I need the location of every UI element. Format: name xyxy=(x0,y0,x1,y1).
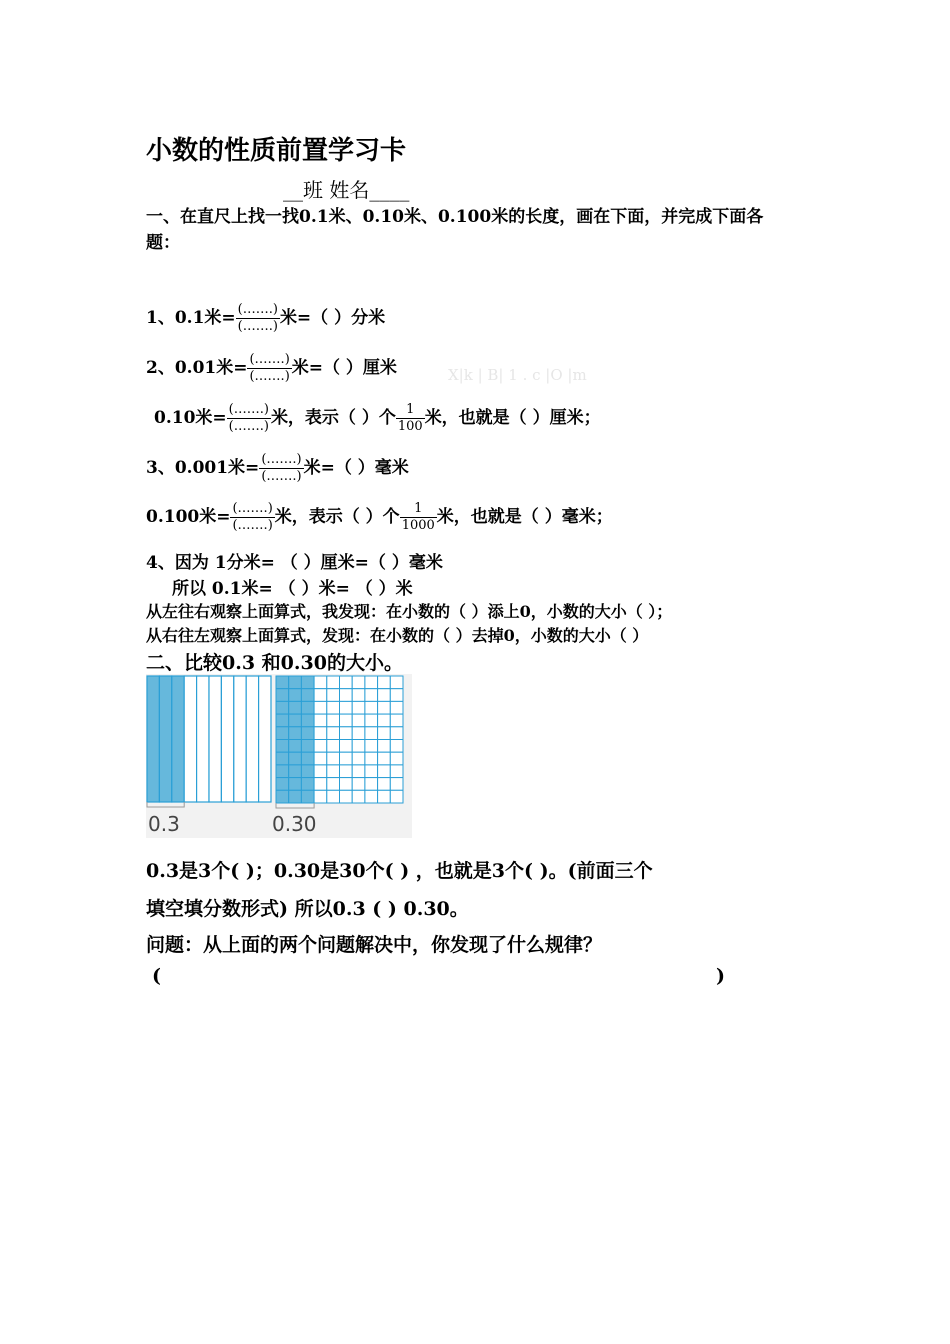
hundredth-cell xyxy=(340,765,353,778)
hundredth-cell xyxy=(289,701,302,714)
hundredth-cell xyxy=(276,752,289,765)
fraction-unit xyxy=(396,402,425,435)
fraction-denominator: (…….) xyxy=(228,419,269,434)
hundredth-cell xyxy=(327,676,340,689)
hundredth-cell xyxy=(352,790,365,803)
hundredth-cell xyxy=(340,778,353,791)
hundredth-cell xyxy=(390,752,403,765)
hundredth-cell xyxy=(365,689,378,702)
q3b-suffix: 米，也就是（ ）毫米； xyxy=(436,507,613,527)
decimal-grid-figure xyxy=(146,674,412,814)
hundredth-cell xyxy=(289,752,302,765)
hundredth-cell xyxy=(378,790,391,803)
hundredth-cell xyxy=(276,778,289,791)
hundredth-cell xyxy=(340,689,353,702)
tenth-strip xyxy=(209,676,221,802)
hundredth-cell xyxy=(340,727,353,740)
fraction-blank xyxy=(259,452,303,485)
q1-suffix: 米=（ ）分米 xyxy=(279,308,386,328)
fraction-numerator: (…….) xyxy=(237,302,278,317)
fraction-denominator: 100 xyxy=(397,419,423,434)
hundredth-cell xyxy=(365,676,378,689)
hundredth-cell xyxy=(352,727,365,740)
hundredth-cell xyxy=(327,740,340,753)
fraction-numerator: 1 xyxy=(396,402,425,419)
question-rule: 问题：从上面的两个问题解决中，你发现了什么规律？ xyxy=(146,934,603,956)
hundredth-cell xyxy=(276,714,289,727)
q3b-prefix: 0.100米= xyxy=(146,507,231,527)
hundredth-cell xyxy=(352,765,365,778)
answer-close-paren: ) xyxy=(716,965,725,987)
class-name-line: __班 姓名____ xyxy=(283,178,410,202)
hundredth-cell xyxy=(390,790,403,803)
hundredth-cell xyxy=(378,701,391,714)
hundredth-cell xyxy=(352,740,365,753)
fraction-numerator: (…….) xyxy=(249,352,290,367)
hundredth-cell xyxy=(314,727,327,740)
hundredth-cell xyxy=(276,765,289,778)
hundredth-cell xyxy=(301,752,314,765)
q2b-middle: 米，表示（ ）个 xyxy=(270,408,396,428)
hundredth-cell xyxy=(390,727,403,740)
fraction-denominator: (…….) xyxy=(249,369,290,384)
hundredth-cell xyxy=(301,676,314,689)
question-4-line1: 4、因为 1分米= （ ）厘米=（ ）毫米 xyxy=(146,553,443,573)
hundredth-cell xyxy=(352,752,365,765)
hundredth-cell xyxy=(289,740,302,753)
hundredth-cell xyxy=(378,676,391,689)
question-3 xyxy=(146,452,409,485)
hundredth-cell xyxy=(365,740,378,753)
tenth-strip xyxy=(246,676,258,802)
hundredth-cell xyxy=(365,765,378,778)
hundredth-cell xyxy=(390,740,403,753)
fraction-denominator: (…….) xyxy=(232,518,273,533)
hundredth-cell xyxy=(378,778,391,791)
hundredth-cell xyxy=(365,714,378,727)
fraction-numerator: (…….) xyxy=(261,452,302,467)
hundredth-cell xyxy=(276,689,289,702)
observation-1: 从左往右观察上面算式，我发现：在小数的（ ）添上0，小数的大小（ ）； xyxy=(146,602,673,621)
hundredth-cell xyxy=(390,714,403,727)
hundredth-cell xyxy=(289,689,302,702)
hundredth-cell xyxy=(276,701,289,714)
tenths-grid xyxy=(147,676,271,807)
hundredth-cell xyxy=(352,689,365,702)
hundredth-cell xyxy=(378,765,391,778)
fraction-numerator: (…….) xyxy=(232,501,273,516)
section2-line1: 0.3是3个( )；0.30是30个( ) ，也就是3个( )。(前面三个 xyxy=(146,860,653,882)
hundredth-cell xyxy=(289,727,302,740)
fraction-unit xyxy=(400,501,437,534)
hundredth-cell xyxy=(301,765,314,778)
hundredth-cell xyxy=(365,778,378,791)
hundredth-cell xyxy=(327,727,340,740)
hundredth-cell xyxy=(314,689,327,702)
section1-intro-line2: 题： xyxy=(146,233,180,253)
fraction-denominator: (…….) xyxy=(261,469,302,484)
hundredth-cell xyxy=(314,790,327,803)
question-1 xyxy=(146,302,385,335)
hundredth-cell xyxy=(340,701,353,714)
tenth-strip xyxy=(221,676,233,802)
hundredth-cell xyxy=(340,676,353,689)
question-2 xyxy=(146,352,397,385)
hundredth-cell xyxy=(327,714,340,727)
answer-open-paren: ( xyxy=(152,965,161,987)
hundredth-cell xyxy=(289,790,302,803)
label-0-30: 0.30 xyxy=(272,812,317,836)
hundredths-bracket xyxy=(276,803,314,808)
hundredth-cell xyxy=(352,778,365,791)
tenth-strip xyxy=(172,676,184,802)
tenth-strip xyxy=(234,676,246,802)
hundredth-cell xyxy=(314,676,327,689)
tenths-bracket xyxy=(147,802,184,807)
hundredth-cell xyxy=(390,689,403,702)
tenth-strip xyxy=(259,676,271,802)
hundredth-cell xyxy=(365,752,378,765)
hundredth-cell xyxy=(340,790,353,803)
hundredth-cell xyxy=(314,752,327,765)
tenth-strip xyxy=(147,676,159,802)
hundredth-cell xyxy=(378,752,391,765)
hundredth-cell xyxy=(340,740,353,753)
hundredth-cell xyxy=(327,790,340,803)
hundredth-cell xyxy=(276,727,289,740)
hundredth-cell xyxy=(327,701,340,714)
hundredth-cell xyxy=(378,714,391,727)
hundredth-cell xyxy=(352,701,365,714)
fraction-blank xyxy=(227,402,271,435)
label-0-3: 0.3 xyxy=(148,812,180,836)
hundredth-cell xyxy=(314,714,327,727)
hundredth-cell xyxy=(378,727,391,740)
hundredth-cell xyxy=(314,740,327,753)
hundredth-cell xyxy=(327,689,340,702)
q3-suffix: 米=（ ）毫米 xyxy=(303,458,409,478)
section2-line2: 填空填分数形式) 所以0.3 ( ) 0.30。 xyxy=(146,898,469,920)
question-2b xyxy=(154,402,601,435)
hundredth-cell xyxy=(390,701,403,714)
hundredth-cell xyxy=(289,714,302,727)
hundredth-cell xyxy=(301,701,314,714)
hundredth-cell xyxy=(289,765,302,778)
hundredth-cell xyxy=(390,778,403,791)
section2-title: 二、比较0.3 和0.30的大小。 xyxy=(146,652,403,674)
hundredth-cell xyxy=(314,778,327,791)
hundredth-cell xyxy=(314,701,327,714)
watermark: X|k | B| 1 . c |O |m xyxy=(448,366,587,384)
hundredth-cell xyxy=(289,676,302,689)
q2-prefix: 2、0.01米= xyxy=(146,358,248,378)
hundredth-cell xyxy=(365,701,378,714)
hundredth-cell xyxy=(327,752,340,765)
hundredth-cell xyxy=(378,740,391,753)
hundredth-cell xyxy=(301,727,314,740)
hundredth-cell xyxy=(352,676,365,689)
hundredth-cell xyxy=(314,765,327,778)
tenth-strip xyxy=(184,676,196,802)
page-title: 小数的性质前置学习卡 xyxy=(146,136,407,166)
section1-intro-line1: 一、在直尺上找一找0.1米、0.10米、0.100米的长度，画在下面，并完成下面各 xyxy=(146,207,764,227)
fraction-denominator: (…….) xyxy=(237,319,278,334)
hundredth-cell xyxy=(352,714,365,727)
hundredths-grid xyxy=(276,676,403,808)
hundredth-cell xyxy=(365,727,378,740)
hundredth-cell xyxy=(301,689,314,702)
hundredth-cell xyxy=(276,676,289,689)
fraction-numerator: (…….) xyxy=(228,402,269,417)
hundredth-cell xyxy=(340,752,353,765)
question-4-line2: 所以 0.1米= （ ）米= （ ）米 xyxy=(172,579,413,599)
q1-prefix: 1、0.1米= xyxy=(146,308,236,328)
hundredth-cell xyxy=(301,790,314,803)
question-3b xyxy=(146,501,613,534)
hundredth-cell xyxy=(327,778,340,791)
q3-prefix: 3、0.001米= xyxy=(146,458,260,478)
hundredth-cell xyxy=(327,765,340,778)
hundredth-cell xyxy=(301,778,314,791)
q2-suffix: 米=（ ）厘米 xyxy=(291,358,397,378)
fraction-numerator: 1 xyxy=(400,501,437,518)
fraction-blank xyxy=(247,352,291,385)
hundredth-cell xyxy=(276,790,289,803)
observation-2: 从右往左观察上面算式，发现：在小数的（ ）去掉0，小数的大小（ ） xyxy=(146,626,649,645)
hundredth-cell xyxy=(301,714,314,727)
hundredth-cell xyxy=(340,714,353,727)
hundredth-cell xyxy=(289,778,302,791)
q3b-middle: 米，表示（ ）个 xyxy=(274,507,400,527)
hundredth-cell xyxy=(365,790,378,803)
fraction-blank xyxy=(230,501,274,534)
fraction-denominator: 1000 xyxy=(401,518,435,533)
tenth-strip xyxy=(159,676,171,802)
hundredth-cell xyxy=(276,740,289,753)
fraction-blank xyxy=(236,302,280,335)
q2b-suffix: 米，也就是（ ）厘米； xyxy=(424,408,601,428)
q2b-prefix: 0.10米= xyxy=(154,408,227,428)
hundredth-cell xyxy=(390,765,403,778)
hundredth-cell xyxy=(390,676,403,689)
tenth-strip xyxy=(197,676,209,802)
hundredth-cell xyxy=(301,740,314,753)
hundredth-cell xyxy=(378,689,391,702)
